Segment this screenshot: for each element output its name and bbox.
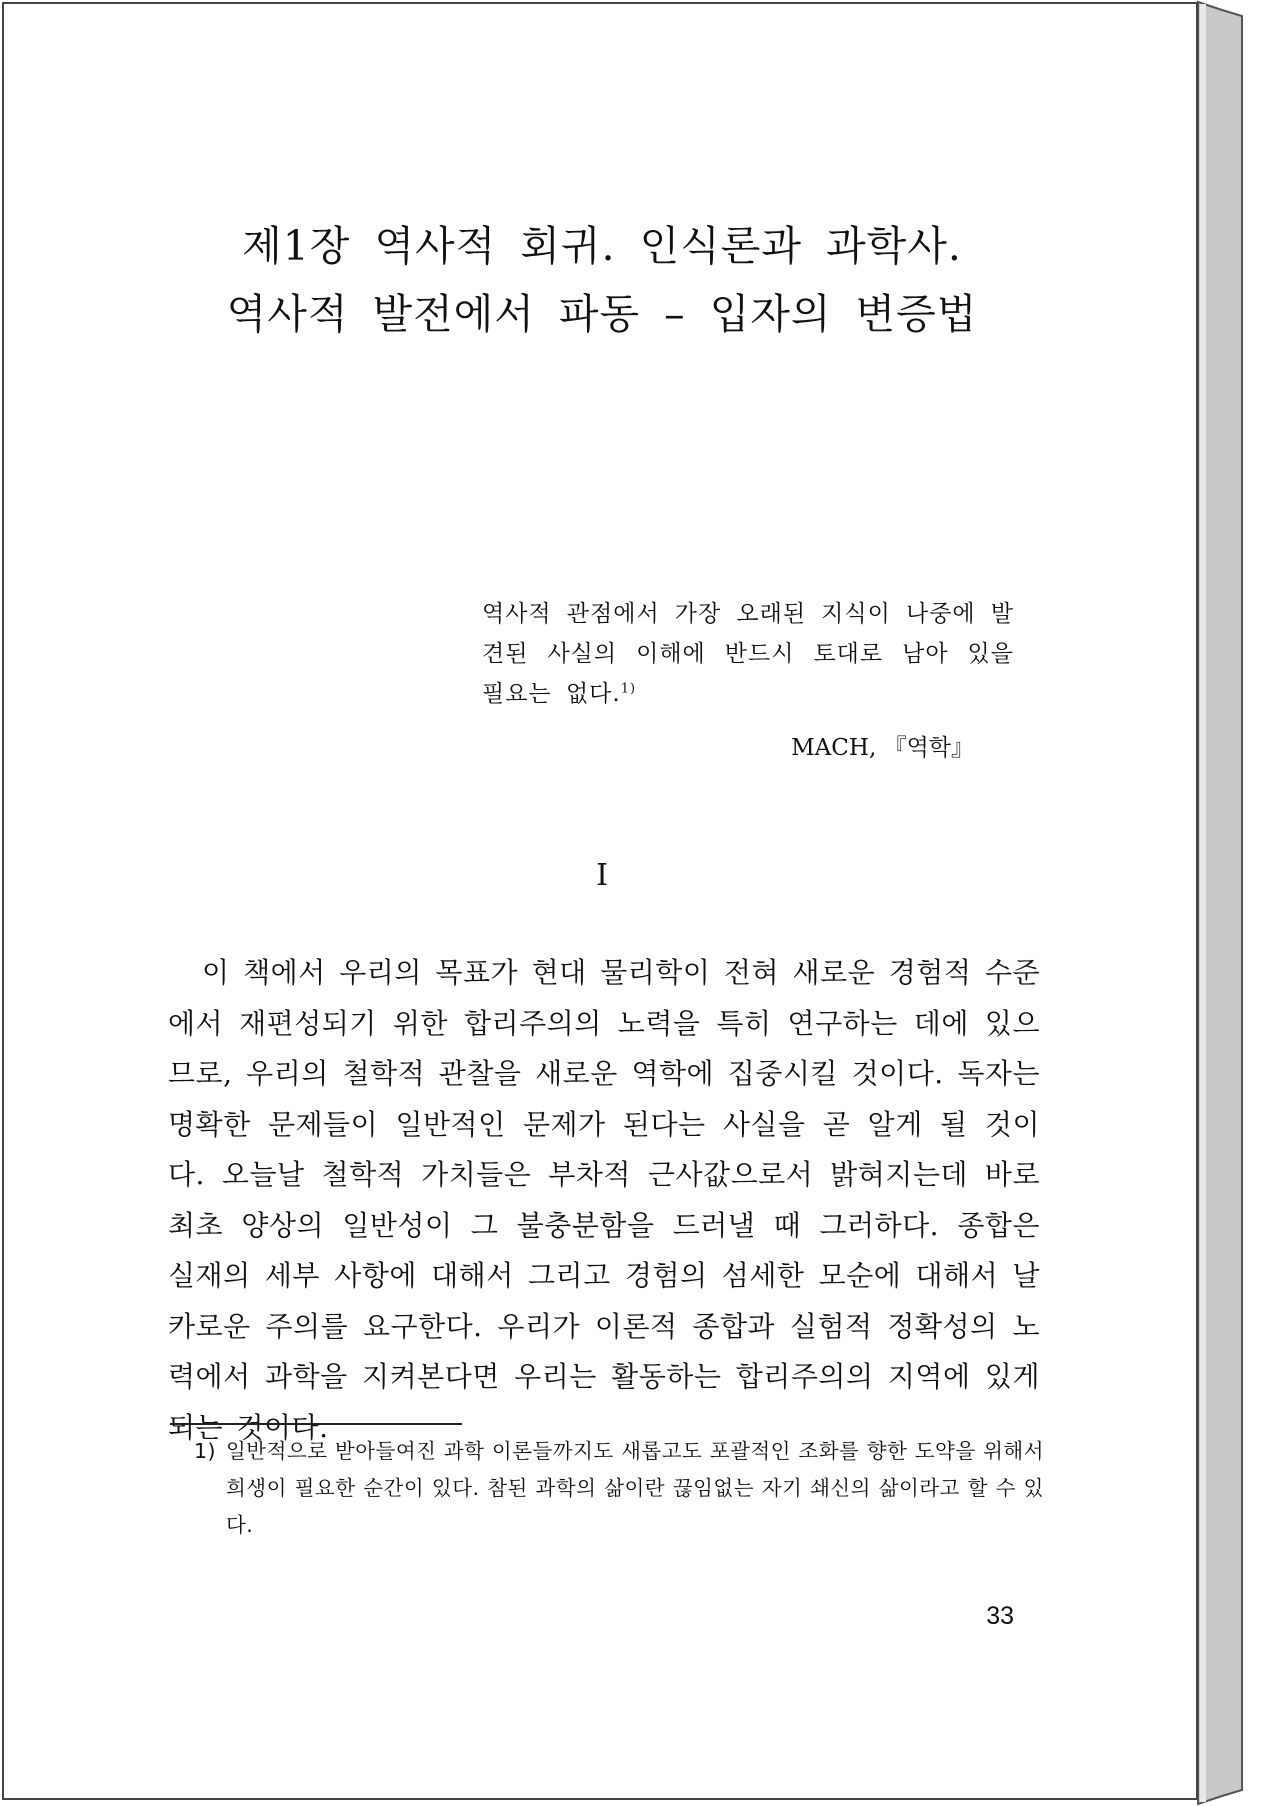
epigraph-quote (482, 594, 1014, 714)
page-number: 33 (986, 1602, 1014, 1630)
chapter-title (64, 212, 1140, 348)
book-page (2, 2, 1198, 1800)
epigraph-quote-text: 역사적 관점에서 가장 오래된 지식이 나중에 발견된 사실의 이해에 반드시 토대로 남아 있을 필요는 없다. (482, 601, 1014, 707)
body-paragraph (168, 948, 1040, 1453)
section-number: I (596, 858, 608, 893)
body-paragraph-text: 이 책에서 우리의 목표가 현대 물리학이 전혀 새로운 경험적 수준에서 재편성되기 위한 합리주의의 노력을 특히 연구하는 데에 있으므로, 우리의 철학적 관찰을 새로운 역학에 집중시킬 것이다. 독자는 명확한 문제들이 일반적인 문제가 된다는 사실을 곧 알게 될 것이다. 오늘날 철학적 가치들은 부차적 근사값으로서 밝혀지는데 바로 최초 양상의 일반성이 그 불충분함을 드러낼 때 그러하다. 종합은 실재의 세부 사항에 대해서 그리고 경험의 섬세한 모순에 대해서 날카로운 주의를 요구한다. 우리가 이론적 종합과 실험적 정확성의 노력에서 과학을 지켜본다면 우리는 활동하는 합리주의의 지역에 있게 되는 것이다. (168, 956, 1040, 1444)
chapter-title-line-1: 제1장 역사적 회귀. 인식론과 과학사. (242, 222, 962, 270)
epigraph-footnote-ref[interactable]: 1) (620, 681, 637, 697)
footnote-marker: 1) (194, 1439, 217, 1463)
footnote-divider (170, 1423, 462, 1425)
footnote (194, 1433, 1044, 1544)
epigraph-source: MACH, 『역학』 (791, 735, 974, 761)
epigraph (482, 594, 1014, 768)
chapter-title-line-2: 역사적 발전에서 파동 – 입자의 변증법 (226, 290, 978, 338)
footnote-text: 일반적으로 받아들여진 과학 이론들까지도 새롭고도 포괄적인 조화를 향한 도약을 위해서 희생이 필요한 순간이 있다. 참된 과학의 삶이란 끊임없는 자기 쇄신의 삶이라고 할 수 있다. (226, 1439, 1044, 1537)
